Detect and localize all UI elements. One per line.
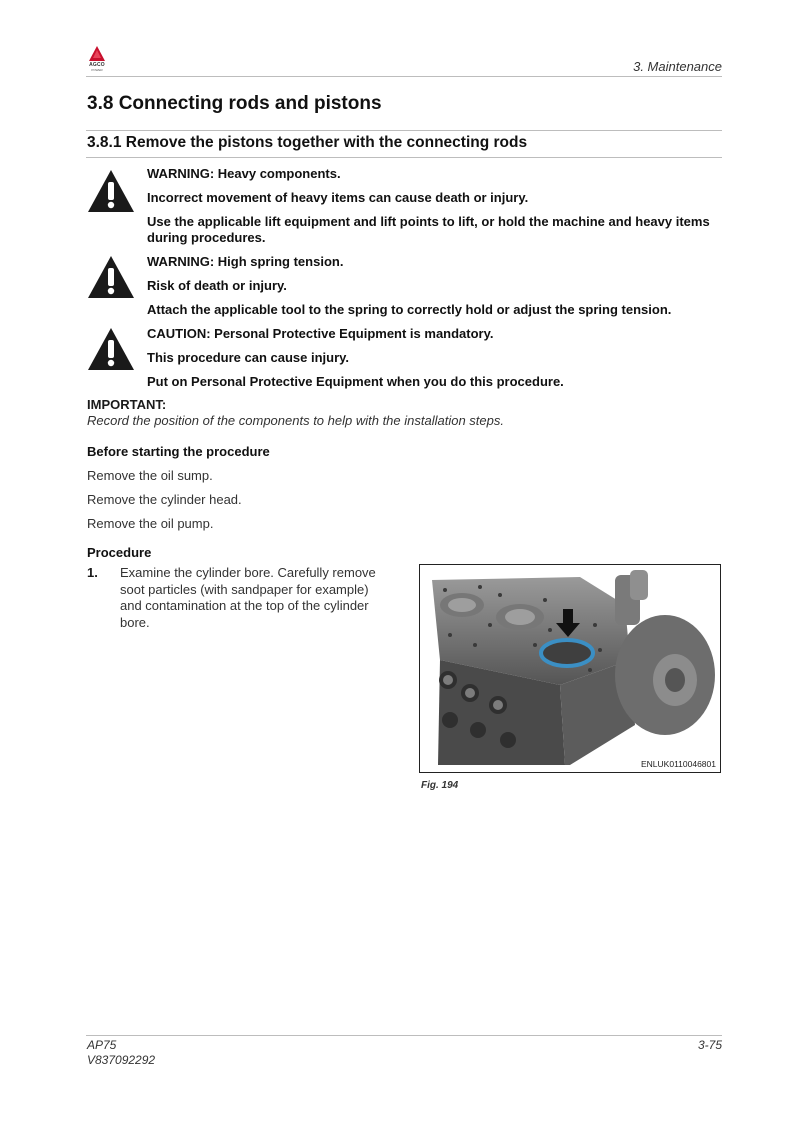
before-item: Remove the oil sump. <box>87 468 213 483</box>
logo-text: AGCO <box>89 62 105 68</box>
warning-text: Incorrect movement of heavy items can cause death or injury. <box>147 190 529 205</box>
subsection-title: 3.8.1 Remove the pistons together with the connecting rods <box>87 134 528 151</box>
before-item: Remove the oil pump. <box>87 516 214 531</box>
before-item: Remove the cylinder head. <box>87 492 242 507</box>
warning-instruction: Use the applicable lift equipment and lift points to lift, or hold the machine and heavy items during procedures. <box>147 214 710 245</box>
figure-caption: Fig. 194 <box>421 780 459 791</box>
step-number: 1. <box>87 565 98 580</box>
procedure-heading: Procedure <box>87 545 152 560</box>
caution-heading: CAUTION: Personal Protective Equipment is mandatory. <box>147 326 494 341</box>
caution-triangle-icon <box>86 326 136 372</box>
header-rule <box>86 76 722 77</box>
footer-doc-number: V837092292 <box>87 1053 156 1067</box>
logo-subtext: POWER <box>91 68 103 72</box>
warning-heading: WARNING: High spring tension. <box>147 254 344 269</box>
section-title: 3.8 Connecting rods and pistons <box>87 93 382 114</box>
footer-rule <box>86 1035 722 1036</box>
before-heading: Before starting the procedure <box>87 444 270 459</box>
important-label: IMPORTANT: <box>87 397 167 412</box>
caution-instruction: Put on Personal Protective Equipment when you do this procedure. <box>147 374 564 389</box>
warning-triangle-icon <box>86 168 136 214</box>
warning-triangle-icon <box>86 254 136 300</box>
chapter-header: 3. Maintenance <box>633 59 722 74</box>
warning-heading: WARNING: Heavy components. <box>147 166 341 181</box>
step-text: Examine the cylinder bore. Carefully remove soot particles (with sandpaper for example) and contamination at the top of the cylinder bore. <box>120 565 376 630</box>
footer-model: AP75 <box>87 1038 117 1052</box>
caution-text: This procedure can cause injury. <box>147 350 350 365</box>
engine-figure <box>419 564 721 773</box>
engine-block-illustration <box>420 565 720 772</box>
page-number: 3-75 <box>697 1038 722 1052</box>
important-text: Record the position of the components to help with the installation steps. <box>87 413 504 428</box>
subsection-rule-bottom <box>86 157 722 158</box>
figure-code: ENLUK0110046801 <box>641 759 716 769</box>
warning-instruction: Attach the applicable tool to the spring to correctly hold or adjust the spring tension. <box>147 302 672 317</box>
warning-text: Risk of death or injury. <box>147 278 287 293</box>
subsection-rule-top <box>86 130 722 131</box>
